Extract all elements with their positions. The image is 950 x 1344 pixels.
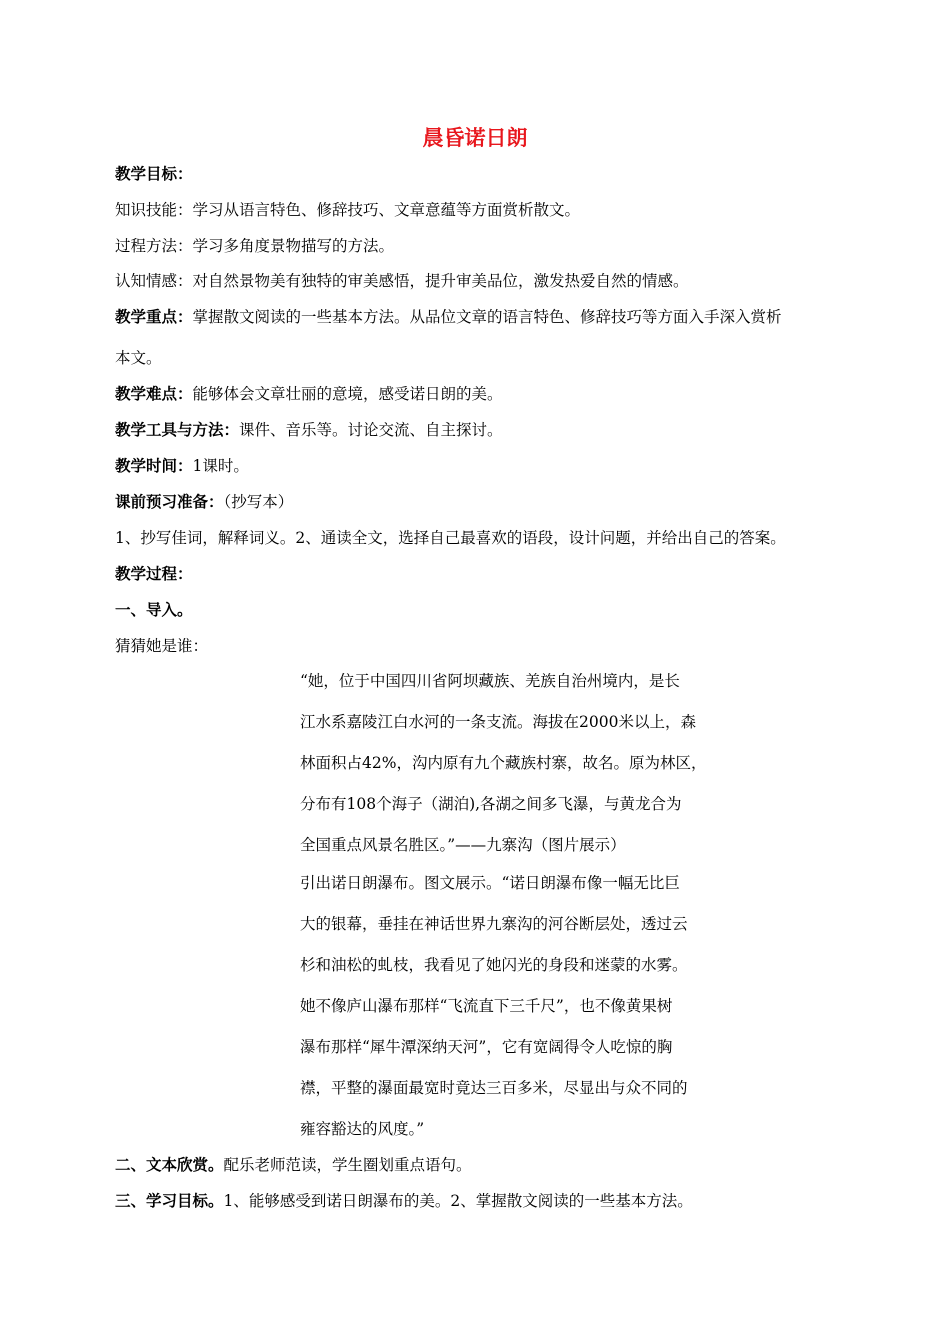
section2-text: 配乐老师范读，学生圈划重点语句。: [223, 1156, 472, 1174]
key-points: [115, 305, 782, 329]
preview-text: 1、抄写佳词，解释词义。2、通读全文，选择自己最喜欢的语段，设计问题，并给出自己的答案。: [115, 529, 786, 547]
intro-line: 引出诺日朗瀑布。图文展示。“诺日朗瀑布像一幅无比巨: [300, 874, 680, 892]
quote-line: 江水系嘉陵江白水河的一条支流。海拔在2000米以上，森: [300, 713, 696, 731]
time-text: 1课时。: [192, 457, 249, 475]
tools-label: 教学工具与方法：: [115, 420, 240, 439]
quote-line: “她，位于中国四川省阿坝藏族、羌族自治州境内，是长: [300, 672, 680, 690]
difficulty-label: 教学难点：: [115, 384, 193, 403]
intro-line: 雍容豁达的风度。”: [300, 1120, 425, 1138]
intro-line: 瀑布那样“犀牛潭深纳天河”，它有宽阔得令人吃惊的胸: [300, 1038, 673, 1056]
difficulty: [115, 382, 503, 406]
intro-line: 大的银幕，垂挂在神话世界九寨沟的河谷断层处，透过云: [300, 915, 688, 933]
quote-line: 全国重点风景名胜区。”——九寨沟（图片展示）: [300, 836, 626, 854]
preview-heading: [115, 490, 293, 514]
difficulty-text: 能够体会文章壮丽的意境，感受诺日朗的美。: [192, 385, 503, 403]
key-points-text: 掌握散文阅读的一些基本方法。从品位文章的语言特色、修辞技巧等方面入手深入赏析: [192, 308, 782, 326]
quote-line: 林面积占42%，沟内原有九个藏族村寨，故名。原为林区，: [300, 754, 707, 772]
quote-line: 分布有108个海子（湖泊),各湖之间多飞瀑，与黄龙合为: [300, 795, 682, 813]
page-title: 晨昏诺日朗: [422, 125, 528, 150]
teaching-time: [115, 454, 249, 478]
preview-note: （抄写本）: [223, 493, 294, 511]
section3-heading: 三、学习目标。: [115, 1191, 224, 1210]
preview-label: 课前预习准备：: [115, 492, 224, 511]
key-points-label: 教学重点：: [115, 307, 193, 326]
tools-text: 课件、音乐等。讨论交流、自主探讨。: [239, 421, 503, 439]
section2: [115, 1153, 472, 1177]
time-label: 教学时间：: [115, 456, 193, 475]
intro-line: 她不像庐山瀑布那样“飞流直下三千尺”，也不像黄果树: [300, 997, 673, 1015]
objective-emotion: 认知情感：对自然景物美有独特的审美感悟，提升审美品位，激发热爱自然的情感。: [115, 272, 689, 290]
objectives-heading: 教学目标：: [115, 164, 193, 183]
process-heading: 教学过程：: [115, 564, 193, 583]
section3: [115, 1189, 693, 1213]
tools: [115, 418, 503, 442]
section2-heading: 二、文本欣赏。: [115, 1155, 224, 1174]
section3-text: 1、能够感受到诺日朗瀑布的美。2、掌握散文阅读的一些基本方法。: [223, 1192, 693, 1210]
objective-knowledge: 知识技能：学习从语言特色、修辞技巧、文章意蕴等方面赏析散文。: [115, 201, 581, 219]
intro-line: 襟，平整的瀑面最宽时竟达三百多米，尽显出与众不同的: [300, 1079, 688, 1097]
intro-line: 杉和油松的虬枝，我看见了她闪光的身段和迷蒙的水雾。: [300, 956, 688, 974]
section1-heading: 一、导入。: [115, 600, 193, 619]
guess-prompt: 猜猜她是谁：: [115, 637, 209, 655]
key-points-continued: 本文。: [115, 349, 162, 367]
objective-process: 过程方法：学习多角度景物描写的方法。: [115, 237, 395, 255]
